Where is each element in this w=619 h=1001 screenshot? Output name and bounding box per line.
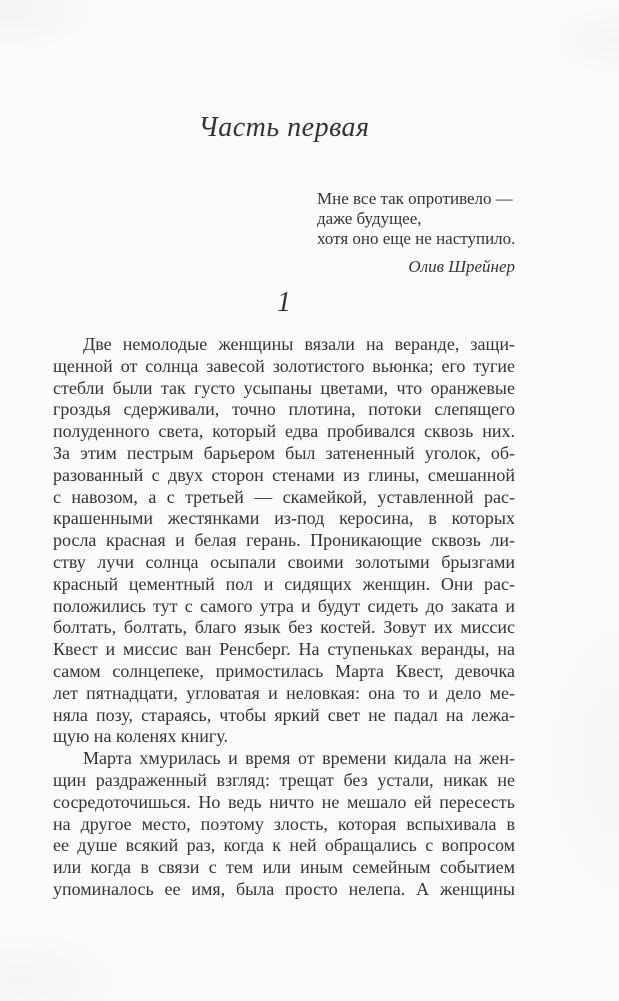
text-line: росла красная и белая герань. Проникающие сквозь ли- [53,530,515,551]
text-line: Две немолодые женщины вязали на веранде, защи- [83,334,515,354]
body-text [53,334,515,901]
text-line: на другое место, поэтому злость, которая вспыхивала в [53,813,515,834]
epigraph-attribution: Олив Шрейнер [408,257,515,276]
text-line: Квест и миссис ван Ренсберг. На ступеньках веранды, на [53,639,515,660]
text-line: гроздья сдерживали, точно плотина, потоки слепящего [53,399,515,420]
text-line: щин раздраженный взгляд: трещат без устали, никак не [53,769,515,790]
text-line: щую на коленях книгу. [53,726,228,747]
paragraph [53,334,515,748]
epigraph-lines [317,189,515,249]
epigraph [317,189,515,277]
text-line: щенной от солнца завесой золотистого вьюнка; его тугие [53,355,515,376]
epigraph-line: Мне все так опротивело — [317,189,513,208]
text-line: красный цементный пол и сидящих женщин. Они рас- [53,573,515,594]
text-line: полуденного света, который едва пробивался сквозь них. [53,421,515,442]
text-line: лет пятнадцати, угловатая и неловкая: она то и дело ме- [53,682,515,703]
text-line: стебли были так густо усыпаны цветами, что оранжевые [53,377,515,398]
epigraph-line: даже будущее, [317,209,422,228]
text-line: крашенными жестянками из-под керосина, в которых [53,508,515,529]
text-line: болтать, болтать, благо язык без костей. Зовут их миссис [53,617,515,638]
paragraph [53,748,515,901]
text-line: с навозом, а с третьей — скамейкой, уставленной рас- [53,486,515,507]
text-line: За этим пестрым барьером был затененный уголок, об- [53,442,515,463]
epigraph-line: хотя оно еще не наступило. [317,229,516,248]
chapter-number: 1 [277,287,291,318]
text-line: положились тут с самого утра и будут сидеть до заката и [53,595,515,616]
text-line: сосредоточишься. Но ведь ничто не мешало ей пересесть [53,791,515,812]
part-title: Часть первая [198,112,370,143]
text-line: или когда в связи с тем или иным семейным событием [53,857,515,878]
text-line: самом солнцепеке, примостилась Марта Квест, девочка [53,660,515,681]
text-line: ству лучи солнца осыпали своими золотыми брызгами [53,551,515,572]
text-line: Марта хмурилась и время от времени кидала на жен- [83,748,515,769]
text-line: ее душе всякий раз, когда к ней обращались с вопросом [53,835,515,856]
text-line: няла позу, стараясь, чтобы яркий свет не падал на лежа- [53,704,515,725]
text-line: разованный с двух сторон стенами из глины, смешанной [53,464,515,485]
text-line: упоминалось ее имя, была просто нелепа. А женщины [53,878,515,899]
